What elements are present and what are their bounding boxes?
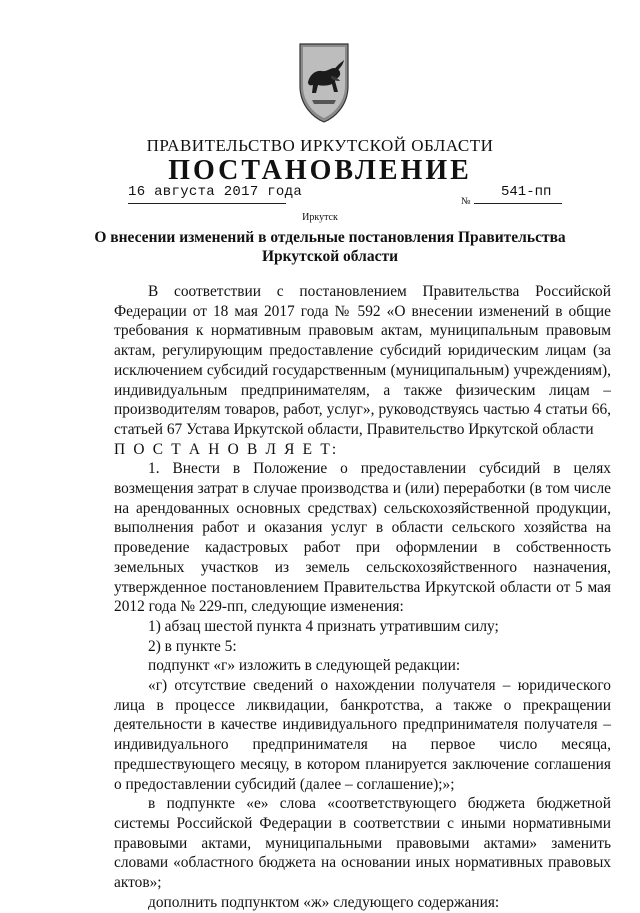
city: Иркутск (302, 212, 338, 223)
number-underline (474, 203, 562, 204)
document-date: 16 августа 2017 года (128, 184, 303, 200)
paragraph-7: дополнить подпунктом «ж» следующего содержания: (148, 893, 500, 911)
paragraph-3: 2) в пункте 5: (148, 637, 237, 655)
document-type: ПОСТАНОВЛЕНИЕ (168, 155, 472, 186)
paragraph-6: в подпункте «е» слова «соответствующего бюджета бюджетной системы Российской Федерации в соответствии с иными нормативными правовыми актами, муниципальными правовыми актами» заменить словами «областного бюджета на основании иных нормативных правовых актов»; (114, 795, 611, 892)
resolves-heading: П О С Т А Н О В Л Я Е Т: (114, 440, 339, 458)
number-sign: № (461, 196, 471, 207)
paragraph-4: подпункт «г» изложить в следующей редакции: (148, 657, 461, 675)
document-number: 541-пп (501, 184, 552, 200)
date-underline (128, 203, 286, 204)
document-title: О внесении изменений в отдельные постановления Правительства Иркутской области (94, 229, 566, 265)
preamble-paragraph: В соответствии с постановлением Правительства Российской Федерации от 18 мая 2017 года № 592 «О внесении изменений в общие требования к нормативным правовым актам, муниципальным правовым актам, регулирующим предоставление субсидий юридическим лицам (за исключением субсидий государственным (муниципальным) учреждениям), индивидуальным предпринимателям, а также физическим лицам – производителям товаров, работ, услуг», руководствуясь частью 4 статьи 66, статьей 67 Устава Иркутской области, Правительство Иркутской области (114, 283, 611, 438)
paragraph-1: 1. Внести в Положение о предоставлении субсидий в целях возмещения затрат в случае производства и (или) переработки (в том числе на арендованных основных средствах) сельскохозяйственной продукции, выполнения работ и оказания услуг в области сельского хозяйства на проведение кадастровых работ при оформлении в собственность земельных участков из земель сельскохозяйственного назначения, утвержденное постановлением Правительства Иркутской области от 5 мая 2012 года № 229-пп, следующие изменения: (114, 460, 611, 616)
paragraph-5: «г) отсутствие сведений о нахождении получателя – юридического лица в процессе ликвидации, банкротства, а также о прекращении деятельности в качестве индивидуального предпринимателя получателя – индивидуального предпринимателя на первое число месяца, предшествующего месяцу, в котором планируется заключение соглашения о предоставлении субсидий (далее – соглашение);»; (114, 677, 611, 793)
document-body (114, 282, 611, 913)
paragraph-2: 1) абзац шестой пункта 4 признать утратившим силу; (148, 617, 499, 635)
coat-of-arms-icon (294, 40, 354, 124)
organization-name: ПРАВИТЕЛЬСТВО ИРКУТСКОЙ ОБЛАСТИ (146, 136, 494, 155)
